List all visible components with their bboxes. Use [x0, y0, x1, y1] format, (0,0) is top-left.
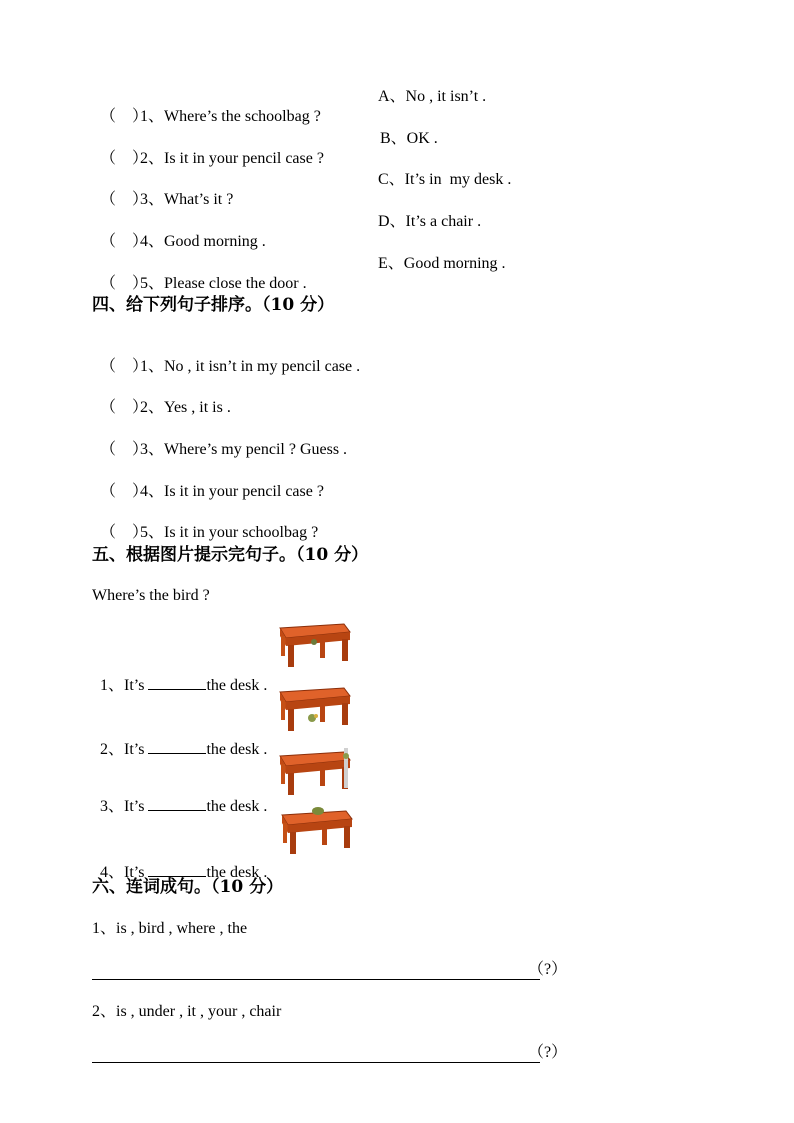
fill-blank-row — [92, 719, 267, 760]
desk-bird-beside-image — [276, 746, 356, 800]
matching-row — [92, 87, 321, 127]
blank-input[interactable] — [148, 796, 206, 811]
answer-option: E、Good morning . — [378, 255, 506, 272]
matching-row — [92, 254, 307, 294]
blank-input[interactable] — [148, 739, 206, 754]
ordering-row — [92, 503, 318, 543]
sentence-text: 5、Is it in your schoolbag ? — [140, 524, 319, 541]
matching-row — [92, 170, 233, 210]
question-text: 5、Please close the door . — [140, 275, 307, 292]
matching-row — [92, 212, 266, 252]
answer-paren[interactable]: （ ） — [100, 150, 149, 167]
answer-paren[interactable]: （ ） — [100, 399, 149, 416]
question-mark-end: （?） — [528, 1044, 568, 1061]
word-list: 1、is , bird , where , the — [92, 920, 248, 937]
matching-row — [92, 129, 324, 169]
sentence-text: 2、Yes , it is . — [140, 399, 231, 416]
question-text: 1、Where’s the schoolbag ? — [140, 108, 321, 125]
answer-option: D、It’s a chair . — [378, 213, 482, 230]
desk-bird-under-image — [276, 682, 356, 736]
sentence-start: 3、It’s — [100, 798, 149, 815]
answer-line[interactable] — [92, 979, 540, 980]
sentence-end: the desk . — [206, 741, 268, 758]
fill-blank-row — [92, 655, 267, 696]
prompt-text: Where’s the bird ? — [92, 587, 210, 604]
question-text: 4、Good morning . — [140, 233, 266, 250]
sentence-start: 1、It’s — [100, 677, 149, 694]
sentence-start: 2、It’s — [100, 741, 149, 758]
blank-input[interactable] — [148, 675, 206, 690]
desk-bird-on-image — [278, 805, 358, 859]
question-text: 2、Is it in your pencil case ? — [140, 150, 324, 167]
ordering-row — [92, 462, 324, 502]
answer-line[interactable] — [92, 1062, 540, 1063]
answer-paren[interactable]: （ ） — [100, 108, 149, 125]
answer-paren[interactable]: （ ） — [100, 441, 149, 458]
section-heading: 四、给下列句子排序。（10 分） — [92, 295, 335, 315]
fill-blank-row — [92, 776, 267, 817]
answer-paren[interactable]: （ ） — [100, 358, 149, 375]
answer-paren[interactable]: （ ） — [100, 233, 149, 250]
answer-paren[interactable]: （ ） — [100, 275, 149, 292]
ordering-row — [92, 420, 347, 460]
answer-paren[interactable]: （ ） — [100, 524, 149, 541]
answer-option: A、No , it isn’t . — [378, 88, 487, 105]
sentence-text: 4、Is it in your pencil case ? — [140, 483, 324, 500]
sentence-end: the desk . — [206, 798, 268, 815]
sentence-text: 1、No , it isn’t in my pencil case . — [140, 358, 361, 375]
question-text: 3、What’s it ? — [140, 191, 234, 208]
answer-option: B、OK . — [380, 130, 438, 147]
blank-input[interactable] — [148, 862, 206, 877]
answer-paren[interactable]: （ ） — [100, 483, 149, 500]
section-heading: 五、根据图片提示完句子。（10 分） — [92, 545, 369, 565]
desk-bird-in-image — [276, 618, 356, 672]
sentence-end: the desk . — [206, 864, 268, 881]
sentence-start: 4、It’s — [100, 864, 149, 881]
word-list: 2、is , under , it , your , chair — [92, 1003, 282, 1020]
sentence-text: 3、Where’s my pencil ? Guess . — [140, 441, 348, 458]
question-mark-end: （?） — [528, 961, 568, 978]
ordering-row — [92, 378, 231, 418]
answer-option: C、It’s in my desk . — [378, 171, 512, 188]
section-heading: 六、连词成句。（10 分） — [92, 877, 284, 897]
sentence-end: the desk . — [206, 677, 268, 694]
answer-paren[interactable]: （ ） — [100, 191, 149, 208]
ordering-row — [92, 337, 360, 377]
